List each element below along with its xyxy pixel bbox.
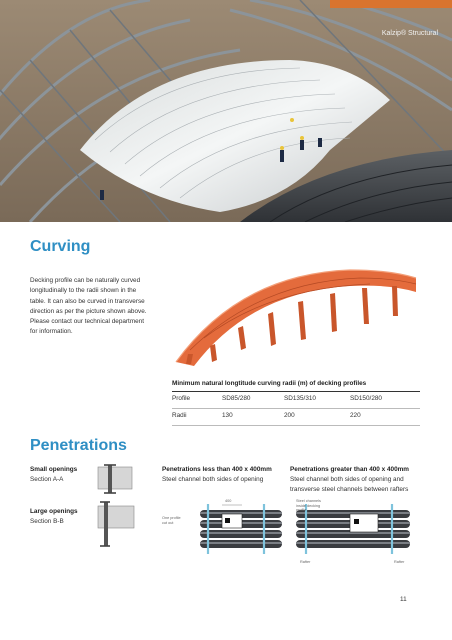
curving-text-line: Decking profile can be naturally curved [30, 277, 141, 284]
curving-text-line: longitudinally to the radii shown in the [30, 287, 137, 295]
small-openings-section: Section A-A [30, 476, 64, 483]
table-cell: 130 [222, 412, 233, 419]
penetrations-greater-title: Penetrations greater than 400 x 400mm [290, 466, 409, 473]
penetration-less-diagram [196, 500, 286, 558]
rafter-label-left: Rafter [300, 560, 311, 564]
table-rule-top [172, 391, 420, 392]
large-openings-title: Large openings [30, 508, 78, 515]
curving-table-header-row [172, 395, 420, 405]
curving-text-line: Please contact our technical department [30, 318, 145, 326]
section-b-b-diagram [90, 500, 138, 552]
dimension-label: 400 [225, 499, 232, 503]
table-cell: 200 [284, 412, 295, 419]
curving-text-line: for information. [30, 328, 73, 336]
penetrations-heading: Penetrations [30, 437, 127, 454]
curving-text-line: direction as per the picture shown above. [30, 307, 147, 315]
curved-decking-illustration [170, 258, 422, 370]
penetrations-less-text: Steel channel both sides of opening [162, 476, 264, 483]
penetrations-greater-text-1: Steel channel both sides of opening and [290, 476, 404, 483]
cut-out-label [162, 516, 181, 525]
steel-channels-label-line: Steel channels [296, 499, 321, 503]
table-cell: SD150/280 [350, 395, 382, 402]
table-rule-mid [172, 408, 420, 409]
cut-out-label-line: One profile [162, 516, 181, 520]
steel-channels-label [296, 499, 321, 513]
table-cell: Profile [172, 395, 191, 402]
large-openings [30, 507, 78, 527]
curving-heading: Curving [30, 238, 91, 255]
table-cell: 220 [350, 412, 361, 419]
page-number: 11 [400, 596, 407, 603]
steel-channels-label-line: inside decking [296, 503, 321, 508]
photo-label: Kalzip® Structural [381, 30, 438, 37]
penetrations-less-title: Penetrations less than 400 x 400mm [162, 466, 272, 473]
cut-out-label-line: cut out [162, 520, 174, 525]
table-rule-bottom [172, 425, 420, 426]
curving-text-line: table. It can also be curved in transverse [30, 297, 145, 305]
small-openings [30, 465, 77, 485]
section-a-a-diagram [90, 461, 136, 497]
steel-channels-label-line: profile [296, 508, 307, 513]
table-cell: Radii [172, 412, 187, 419]
table-cell: SD135/310 [284, 395, 316, 402]
rafter-label-right: Rafter [394, 560, 405, 564]
curving-table-title: Minimum natural longtitude curving radii (m) of decking profiles [172, 380, 367, 387]
penetrations-greater-text-2: transverse steel channels between rafters [290, 486, 409, 493]
curving-table-data-row [172, 412, 420, 422]
large-openings-section: Section B-B [30, 518, 64, 525]
table-cell: SD85/280 [222, 395, 251, 402]
small-openings-title: Small openings [30, 466, 78, 473]
penetrations-greater [290, 465, 409, 495]
penetrations-less [162, 465, 272, 485]
